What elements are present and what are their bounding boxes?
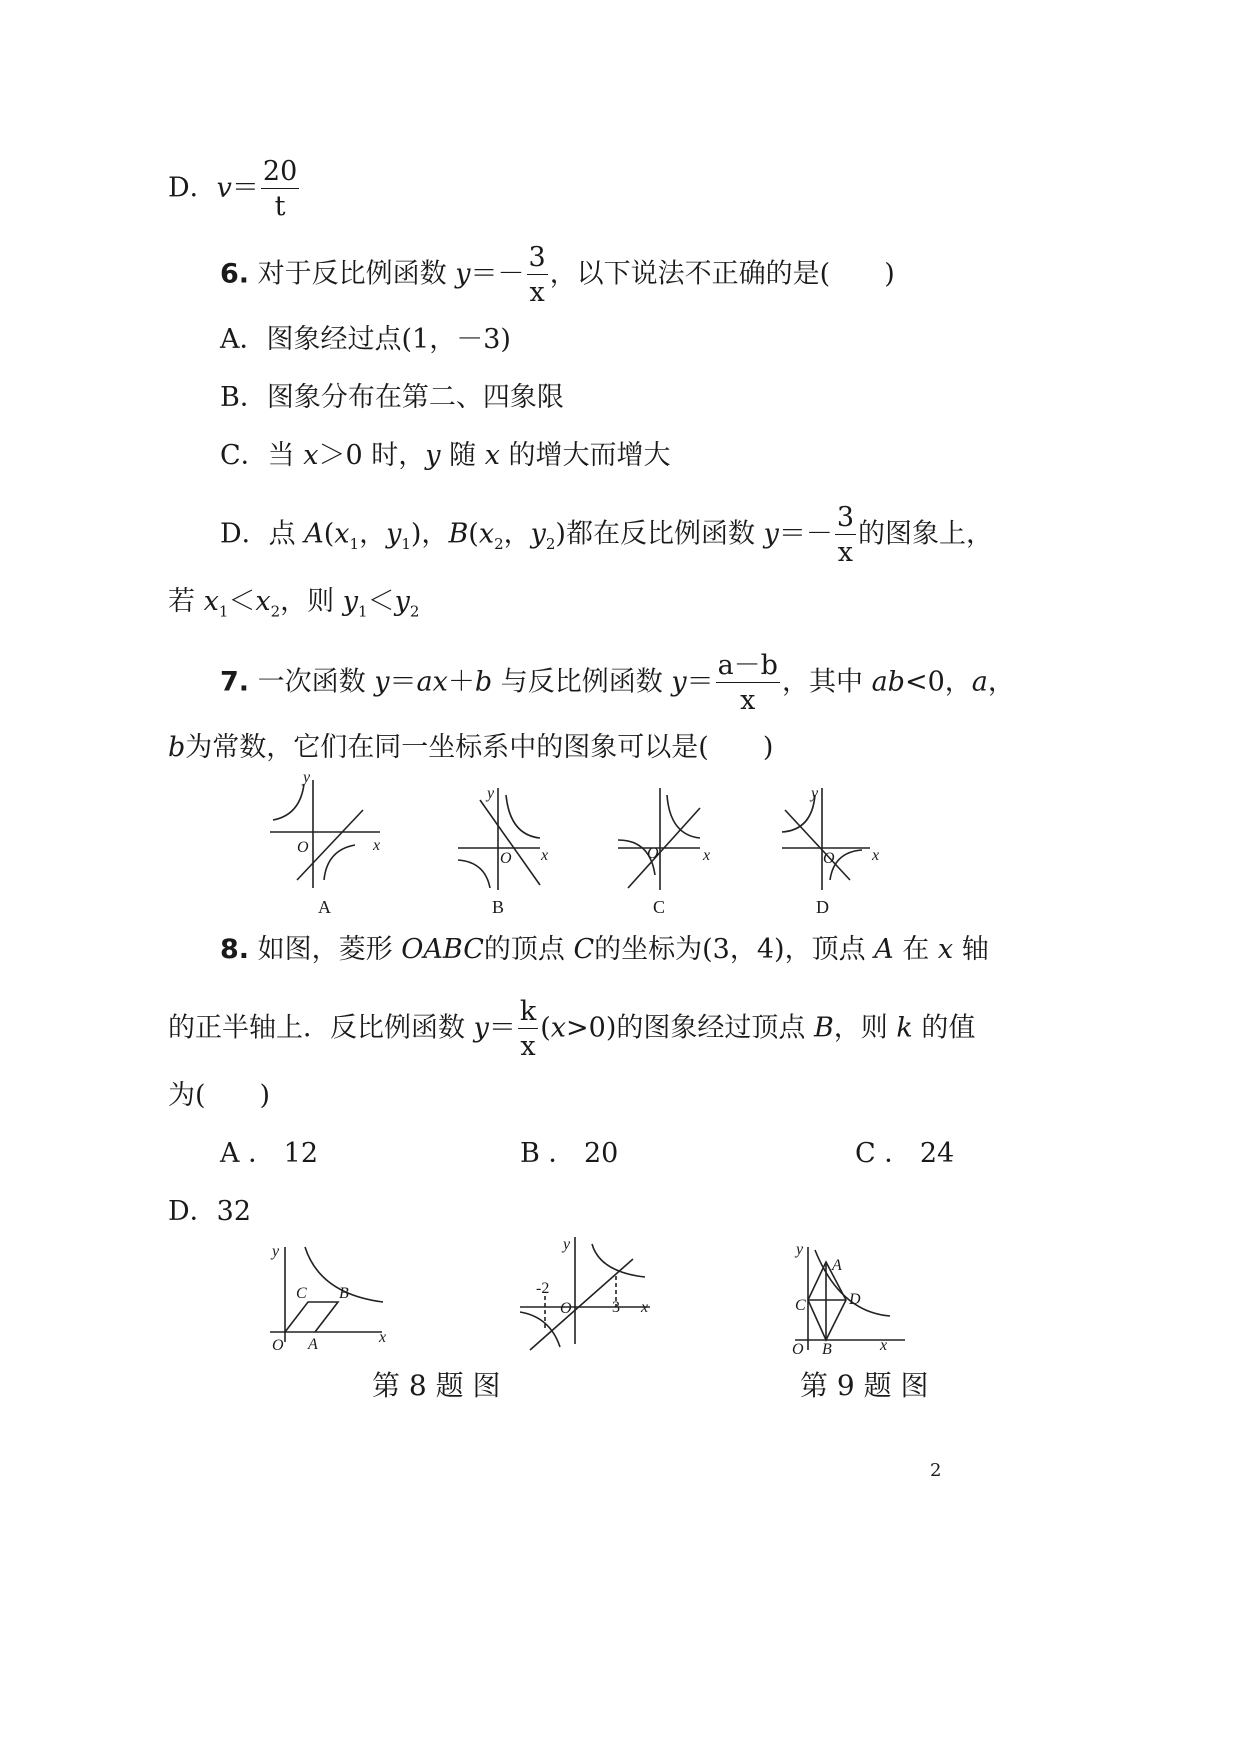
q8-stem-line2: 的正半轴上．反比例函数 y＝ $\frac{k}{x}$ (x>0)的图象经过顶点 B，则 k 的值 (168, 996, 976, 1062)
q7-graph-b-hyperbola (458, 860, 490, 888)
svg-text:B: B (492, 897, 505, 917)
q8-stem-line3: 为( ) (168, 1080, 271, 1111)
q6-option-d: D．点 $A(x_1$，$y_1$)，$B(x_2$，$y_2$)都在反比例函数 y＝－ $\frac{3}{x}$ 的图象上， (220, 502, 994, 568)
svg-text:x: x (541, 847, 549, 864)
q6-option-a: A．图象经过点(1，－3) (220, 324, 511, 355)
svg-text:x: x (641, 1299, 649, 1316)
svg-text:-2: -2 (536, 1280, 550, 1297)
svg-text:O: O (823, 850, 835, 867)
svg-text:y: y (796, 1241, 804, 1258)
svg-text:y: y (811, 785, 819, 802)
q6-option-d-fraction: $\frac{3}{x}$ (836, 502, 855, 568)
q6-stem: 6. 对于反比例函数 y＝－ $\frac{3}{x}$ ，以下说法不正确的是( ) (220, 242, 895, 308)
figure-8 (270, 1247, 383, 1342)
q7-graph-c-hyperbola (667, 795, 700, 838)
svg-text:y: y (487, 785, 495, 802)
svg-text:C: C (296, 1285, 307, 1302)
svg-text:C: C (795, 1297, 806, 1314)
svg-text:O: O (560, 1300, 572, 1317)
q7-graph-c (618, 788, 700, 890)
q8-option-c: C ． 24 (855, 1138, 955, 1169)
q8-option-d: D．32 (168, 1196, 252, 1227)
svg-text:D: D (816, 897, 829, 917)
q8-option-b: B ． 20 (520, 1138, 619, 1169)
q5-fraction: $\frac{20}{t}$ (262, 156, 298, 222)
q7-graph-d-line (785, 810, 850, 880)
svg-text:O: O (500, 850, 512, 867)
q6-option-c: C．当 x＞0 时，y 随 x 的增大而增大 (220, 440, 671, 471)
svg-text:x: x (880, 1337, 888, 1354)
svg-text:y: y (563, 1236, 571, 1253)
svg-text:x: x (703, 847, 711, 864)
q7-graph-a-hyperbola (273, 784, 304, 820)
q8-option-a: A ． 12 (220, 1138, 319, 1169)
q7-graph-a-hyperbola (324, 845, 355, 880)
svg-text:O: O (792, 1341, 804, 1358)
q7-stem: 7. 一次函数 y＝ax＋b 与反比例函数 y＝ $\frac{a-b}{x}$ ，其中 ab<0，a， (220, 650, 1015, 716)
q7-graph-b-hyperbola (506, 795, 540, 838)
svg-text:A: A (318, 897, 331, 917)
svg-text:D: D (849, 1291, 861, 1308)
bottom-figures (0, 1232, 1241, 1372)
svg-text:B: B (822, 1341, 832, 1358)
q6-option-d-line2: 若 $x_1<x_2$，则 $y_1<y_2$ (168, 586, 420, 621)
svg-text:y: y (272, 1243, 280, 1260)
svg-text:O: O (647, 845, 659, 862)
q6-option-b: B．图象分布在第二、四象限 (220, 382, 564, 413)
svg-text:A: A (832, 1257, 842, 1274)
svg-text:3: 3 (612, 1299, 620, 1316)
caption-figure-9: 第 9 题 图 (800, 1369, 929, 1402)
page-number: 2 (930, 1460, 942, 1481)
svg-text:x: x (373, 837, 381, 854)
svg-text:O: O (297, 839, 309, 856)
q7-fraction: $\frac{a-b}{x}$ (717, 650, 778, 716)
svg-text:y: y (303, 769, 311, 786)
q7-graph-b (458, 788, 540, 890)
svg-text:O: O (272, 1337, 284, 1354)
q7-graphs (0, 770, 1241, 930)
svg-text:x: x (379, 1329, 387, 1346)
svg-text:x: x (872, 847, 880, 864)
fig8-rhombus (285, 1302, 338, 1332)
q7-graph-a (270, 780, 380, 888)
svg-text:A: A (308, 1336, 318, 1353)
svg-text:B: B (339, 1285, 349, 1302)
q5-option-d: D．v＝ $\frac{20}{t}$ (168, 156, 298, 222)
caption-figure-8: 第 8 题 图 (372, 1369, 501, 1402)
q8-fraction: $\frac{k}{x}$ (519, 996, 537, 1062)
q7-graph-d (782, 788, 870, 890)
svg-text:C: C (653, 897, 666, 917)
q8-stem: 8. 如图，菱形 OABC的顶点 C的坐标为(3，4)，顶点 A 在 x 轴 (220, 934, 989, 965)
q7-stem-line2: b为常数，它们在同一坐标系中的图象可以是( ) (168, 732, 774, 763)
q6-fraction: $\frac{3}{x}$ (528, 242, 546, 308)
